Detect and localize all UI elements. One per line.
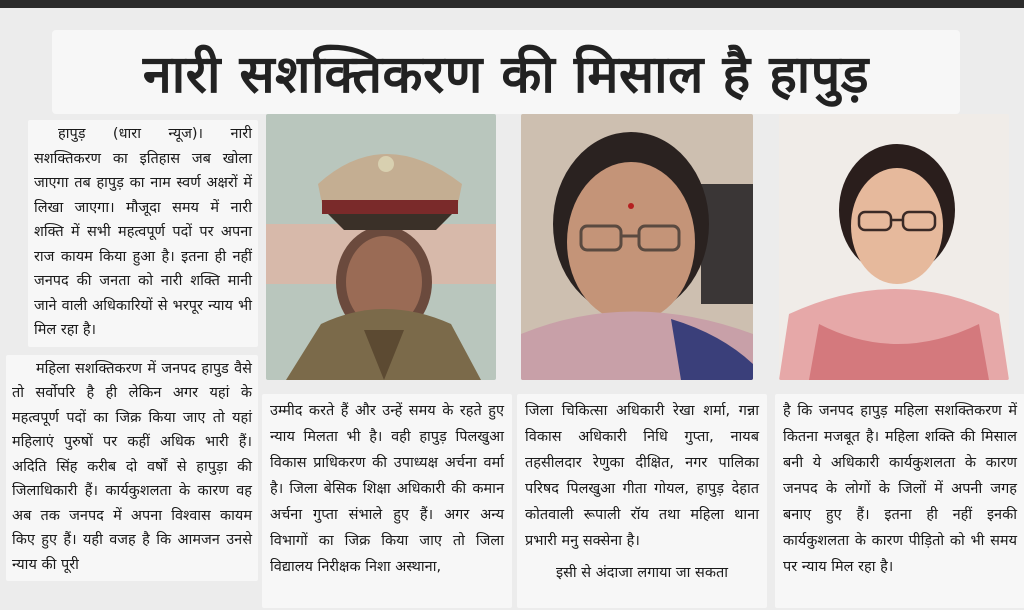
paragraph-intro: हापुड़ (धारा न्यूज)। नारी सशक्तिकरण का इतिहास जब खोला जाएगा तब हापुड़ का नाम स्वर्ण अक्षरों में लिखा जाएगा। मौजूदा समय में नारी शक्ति में सभी महत्वपूर्ण पदों पर अपना राज कायम किया हुआ है। इतना ही नहीं जनपद की जनता को नारी शक्ति मानी जाने वाली अधिकारियों से भरपूर न्याय भी मिल रहा है।: [28, 120, 258, 347]
article-column-left: [6, 120, 258, 610]
newspaper-clipping: [0, 8, 1024, 610]
top-dark-bar: [0, 0, 1024, 8]
headline: नारी सशक्तिकरण की मिसाल है हापुड़: [142, 44, 870, 105]
article-column-4: है कि जनपद हापुड़ महिला सशक्तिकरण में कितना मजबूत है। महिला शक्ति की मिसाल बनी ये अधिकारी कार्यकुशलता के कारण जनपद के लोगों के जिलों में अपनी जगह बनाए हुए हैं। इतना ही नहीं इनकी कार्यकुशलता के कारण पीड़ितो को भी समय पर न्याय मिल रहा है।: [775, 394, 1024, 608]
paragraph-second: महिला सशक्तिकरण में जनपद हापुड वैसे तो सर्वोपरि है ही लेकिन अगर यहां के महत्वपूर्ण पदों का जिक्र किया जाए तो यहां महिलाएं पुरुषों पर कहीं अधिक भारी हैं। अदिति सिंह करीब दो वर्षों से हापुड़ा की जिलाधिकारी हैं। कार्यकुशलता के कारण वह अब तक जनपद में अपना विश्वास कायम किए हुए हैं। यही वजह है कि आमजन उनसे न्याय की पूरी: [6, 355, 258, 582]
photo-police-officer: [266, 114, 496, 380]
photo-woman-glasses: [521, 114, 753, 380]
column-3-body: जिला चिकित्सा अधिकारी रेखा शर्मा, गन्ना विकास अधिकारी निधि गुप्ता, नायब तहसीलदार रेणुका दीक्षित, नगर पालिका परिषद पिलखुआ गीता गोयल, हापुड़ देहात कोतवाली रूपाली रॉय तथा महिला थाना प्रभारी मनु सक्सेना है।: [525, 403, 759, 549]
article-column-2: उम्मीद करते हैं और उन्हें समय के रहते हुए न्याय मिलता भी है। वही हापुड़ पिलखुआ विकास प्राधिकरण की उपाध्यक्ष अर्चना वर्मा है। जिला बेसिक शिक्षा अधिकारी की कमान अर्चना गुप्ता संभाले हुए हैं। अगर अन्य विभागों का जिक्र किया जाए तो जिला विद्यालय निरीक्षक निशा अस्थाना,: [262, 394, 512, 608]
headline-box: [52, 30, 960, 114]
article-column-3: [517, 394, 767, 608]
column-3-tail: इसी से अंदाजा लगाया जा सकता: [556, 565, 728, 581]
photo-young-woman: [779, 114, 1009, 380]
